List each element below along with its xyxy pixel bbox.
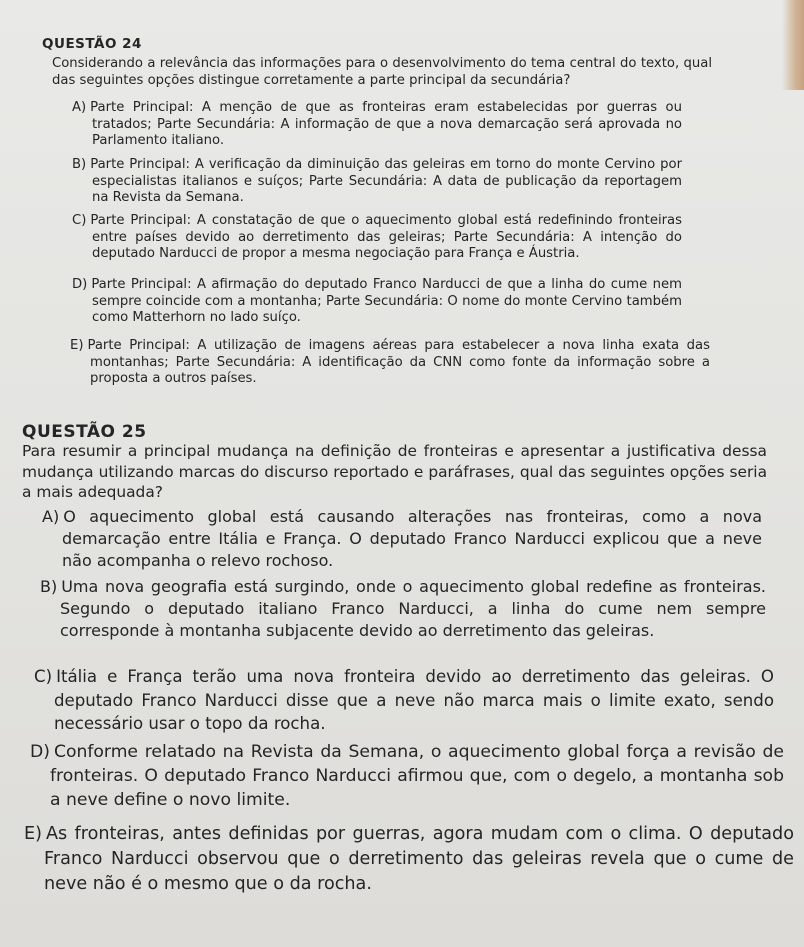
option-text: Itália e França terão uma nova fronteira devido ao derretimento das geleiras. O deputado Franco Narducci disse que a neve não marca mais o limite exato, sendo necessário usar o topo da rocha. xyxy=(54,667,774,733)
question-24-option-c[interactable] xyxy=(72,213,682,263)
option-letter: E) xyxy=(24,824,42,844)
option-text: O aquecimento global está causando alterações nas fronteiras, como a nova demarcação entre Itália e França. O deputado Franco Narducci explicou que a neve não acompanha o relevo rochoso. xyxy=(62,507,762,570)
question-24-option-d[interactable] xyxy=(72,277,682,327)
option-text: Parte Principal: A constatação de que o aquecimento global está redefinindo fronteiras entre países devido ao derretimento das geleiras; Parte Secundária: A intenção do deputado Narducci de propor a mesma negociação para França e Áustria. xyxy=(90,213,682,261)
question-25-option-e[interactable] xyxy=(24,822,794,897)
question-25-option-d[interactable] xyxy=(30,740,784,812)
option-text: Uma nova geografia está surgindo, onde o aquecimento global redefine as fronteiras. Segundo o deputado italiano Franco Narducci, a linha do cume nem sempre corresponde à montanha subjacente devido ao derretimento das geleiras. xyxy=(60,577,766,640)
option-letter: C) xyxy=(72,213,87,228)
option-letter: B) xyxy=(40,577,58,596)
option-text: Parte Principal: A utilização de imagens aéreas para estabelecer a nova linha exata das montanhas; Parte Secundária: A identificação da CNN como fonte da informação sobre a proposta a outros países. xyxy=(87,338,710,386)
option-text: Parte Principal: A afirmação do deputado Franco Narducci de que a linha do cume nem sempre coincide com a montanha; Parte Secundária: O nome do monte Cervino também como Matterhorn no lado suíço. xyxy=(91,277,682,325)
option-letter: D) xyxy=(30,742,50,762)
question-24-option-b[interactable] xyxy=(72,157,682,207)
option-letter: A) xyxy=(42,507,60,526)
option-letter: A) xyxy=(72,100,87,115)
question-25-option-a[interactable] xyxy=(42,506,762,572)
question-25-option-c[interactable] xyxy=(34,665,774,736)
question-25-option-b[interactable] xyxy=(40,576,766,642)
option-text: Conforme relatado na Revista da Semana, o aquecimento global força a revisão de fronteiras. O deputado Franco Narducci afirmou que, com o degelo, a montanha sob a neve define o novo limite. xyxy=(50,742,784,810)
question-25-stem: Para resumir a principal mudança na definição de fronteiras e apresentar a justificativa dessa mudança utilizando marcas do discurso reportado e paráfrases, qual das seguintes opções seria a mais adequada? xyxy=(22,442,767,501)
option-text: As fronteiras, antes definidas por guerras, agora mudam com o clima. O deputado Franco Narducci observou que o derretimento das geleiras revela que o cume de neve não é o mesmo que o da rocha. xyxy=(44,824,794,894)
option-letter: E) xyxy=(70,338,84,353)
option-letter: B) xyxy=(72,157,87,172)
option-text: Parte Principal: A menção de que as fronteiras eram estabelecidas por guerras ou tratados; Parte Secundária: A informação de que a nova demarcação será aprovada no Parlamento italiano. xyxy=(90,100,682,148)
question-24-stem: Considerando a relevância das informações para o desenvolvimento do tema central do texto, qual das seguintes opções distingue corretamente a parte principal da secundária? xyxy=(52,56,712,88)
question-24-title: QUESTÃO 24 xyxy=(42,36,142,52)
page-edge-shadow xyxy=(782,0,804,90)
option-text: Parte Principal: A verificação da diminuição das geleiras em torno do monte Cervino por especialistas italianos e suíços; Parte Secundária: A data de publicação da reportagem na Revista da Semana. xyxy=(90,157,682,205)
question-24-option-e[interactable] xyxy=(70,338,710,388)
option-letter: C) xyxy=(34,667,53,686)
option-letter: D) xyxy=(72,277,88,292)
question-25-title: QUESTÃO 25 xyxy=(22,422,147,442)
question-24-option-a[interactable] xyxy=(72,100,682,150)
